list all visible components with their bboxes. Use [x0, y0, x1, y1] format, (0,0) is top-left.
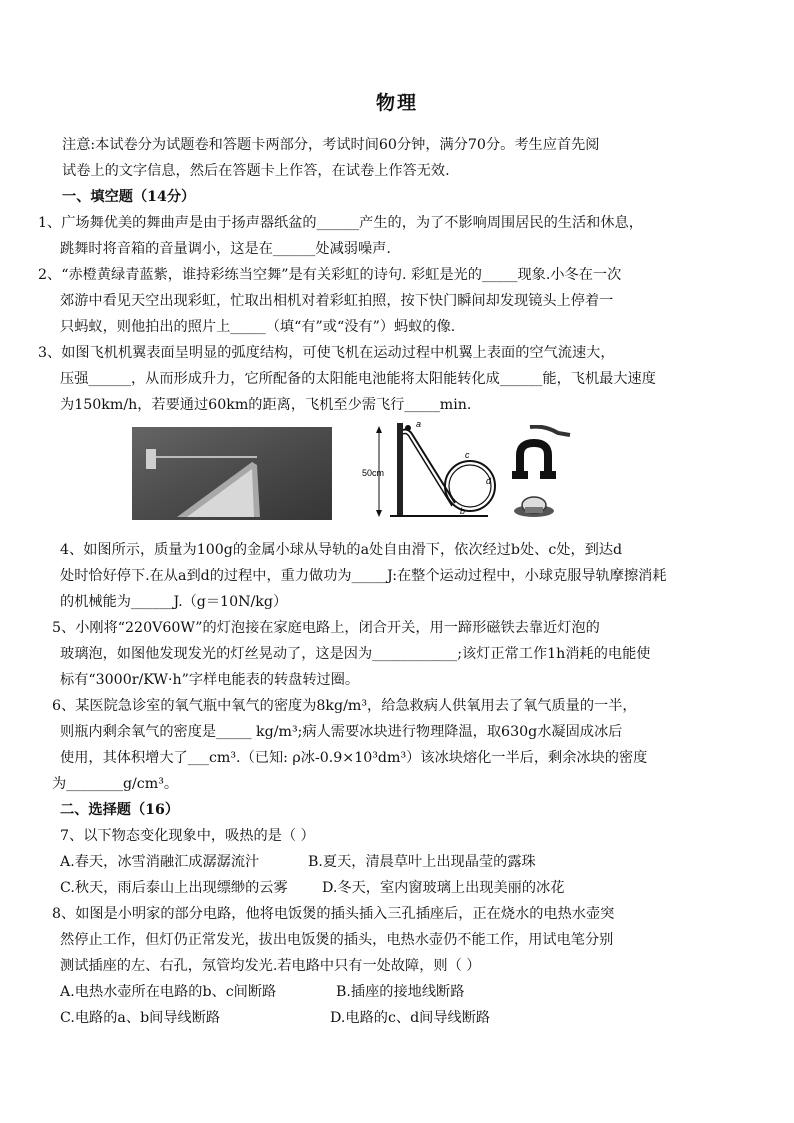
- point-b-label: b: [460, 506, 466, 516]
- question-2-line: 2、“赤橙黄绿青蓝紫，谁持彩练当空舞”是有关彩虹的诗句. 彩虹是光的_____现象.小冬在一次: [38, 267, 622, 283]
- point-d-label: d: [486, 476, 492, 486]
- question-3-line: 压强______，从而形成升力，它所配备的太阳能电池能将太阳能转化成______能，飞机最大速度: [60, 371, 656, 387]
- question-8-option-b: B.插座的接地线断路: [336, 984, 465, 1000]
- question-7-option-c: C.秋天，雨后泰山上出现缥缈的云雾: [60, 880, 288, 896]
- question-5-line: 标有“3000r/KW·h”字样电能表的转盘转过圈。: [60, 672, 360, 688]
- magnet-bulb-photo: [510, 425, 580, 520]
- question-7-option-d: D.冬天，室内窗玻璃上出现美丽的冰花: [322, 880, 565, 896]
- question-8-line: 然停止工作，但灯仍正常发光，拔出电饭煲的插头，电热水壶仍不能工作，用试电笔分别: [60, 932, 614, 948]
- question-5-line: 5、小刚将“220V60W”的灯泡接在家庭电路上，闭合开关，用一蹄形磁铁去靠近灯泡的: [52, 620, 600, 636]
- point-c-label: c: [465, 450, 470, 460]
- page-title: 物理: [375, 92, 418, 114]
- question-1-line: 跳舞时将音箱的音量调小，这是在______处减弱噪声.: [60, 241, 391, 257]
- point-a-label: a: [416, 419, 422, 429]
- question-4-line: 4、如图所示，质量为100g的金属小球从导轨的a处自由滑下，依次经过b处、c处，到达d: [60, 542, 623, 558]
- question-6-line: 使用，其体积增大了___cm³.（已知: ρ冰-0.9×10³dm³）该冰块熔化一半后，剩余冰块的密度: [60, 750, 648, 766]
- track-diagram: [360, 418, 510, 523]
- question-6-line: 则瓶内剩余氧气的密度是_____ kg/m³;病人需要冰块进行物理降温，取630g水凝固成冰后: [60, 724, 623, 740]
- section-heading: 二、选择题（16）: [60, 802, 180, 818]
- question-8-option-d: D.电路的c、d间导线断路: [330, 1010, 491, 1026]
- question-8-line: 测试插座的左、右孔，氖管均发光.若电路中只有一处故障，则（ ）: [60, 958, 481, 974]
- question-1-line: 1、广场舞优美的舞曲声是由于扬声器纸盆的______产生的，为了不影响周围居民的生活和休息，: [38, 215, 643, 231]
- question-6-line: 为________g/cm³。: [52, 776, 179, 792]
- question-4-line: 的机械能为______J.（g＝10N/kg）: [60, 594, 288, 610]
- notice-line: 试卷上的文字信息，然后在答题卡上作答，在试卷上作答无效.: [62, 163, 450, 179]
- question-5-line: 玻璃泡，如图他发现发光的灯丝晃动了，这是因为____________;该灯正常工作1h消耗的电能使: [60, 646, 651, 662]
- airplane-wing-photo: [132, 427, 332, 520]
- question-7-option-a: A.春天，冰雪消融汇成潺潺流汁: [60, 854, 260, 870]
- section-heading: 一、填空题（14分）: [62, 189, 196, 205]
- question-7-option-b: B.夏天，清晨草叶上出现晶莹的露珠: [308, 854, 536, 870]
- question-8-option-c: C.电路的a、b间导线断路: [60, 1010, 221, 1026]
- question-6-line: 6、某医院急诊室的氧气瓶中氧气的密度为8kg/m³，给急救病人供氧用去了氧气质量的一半，: [52, 698, 637, 714]
- question-8-line: 8、如图是小明家的部分电路，他将电饭煲的插头插入三孔插座后，正在烧水的电热水壶突: [52, 906, 615, 922]
- notice-line: 注意:本试卷分为试题卷和答题卡两部分，考试时间60分钟，满分70分。考生应首先阅: [62, 137, 600, 153]
- question-2-line: 郊游中看见天空出现彩虹，忙取出相机对着彩虹拍照，按下快门瞬间却发现镜头上停着一: [60, 293, 614, 309]
- question-3-line: 为150km/h，若要通过60km的距离，飞机至少需飞行_____min.: [60, 397, 472, 413]
- question-4-line: 处时恰好停下.在从a到d的过程中，重力做功为_____J:在整个运动过程中，小球克服导轨摩擦消耗: [60, 568, 667, 584]
- question-3-line: 3、如图飞机机翼表面呈明显的弧度结构，可使飞机在运动过程中机翼上表面的空气流速大，: [38, 345, 615, 361]
- question-2-line: 只蚂蚁，则他拍出的照片上_____（填“有”或“没有”）蚂蚁的像.: [60, 319, 456, 335]
- height-label: 50cm: [362, 468, 385, 478]
- question-7-stem: 7、以下物态变化现象中，吸热的是（ ）: [60, 828, 315, 844]
- question-8-option-a: A.电热水壶所在电路的b、c间断路: [60, 984, 277, 1000]
